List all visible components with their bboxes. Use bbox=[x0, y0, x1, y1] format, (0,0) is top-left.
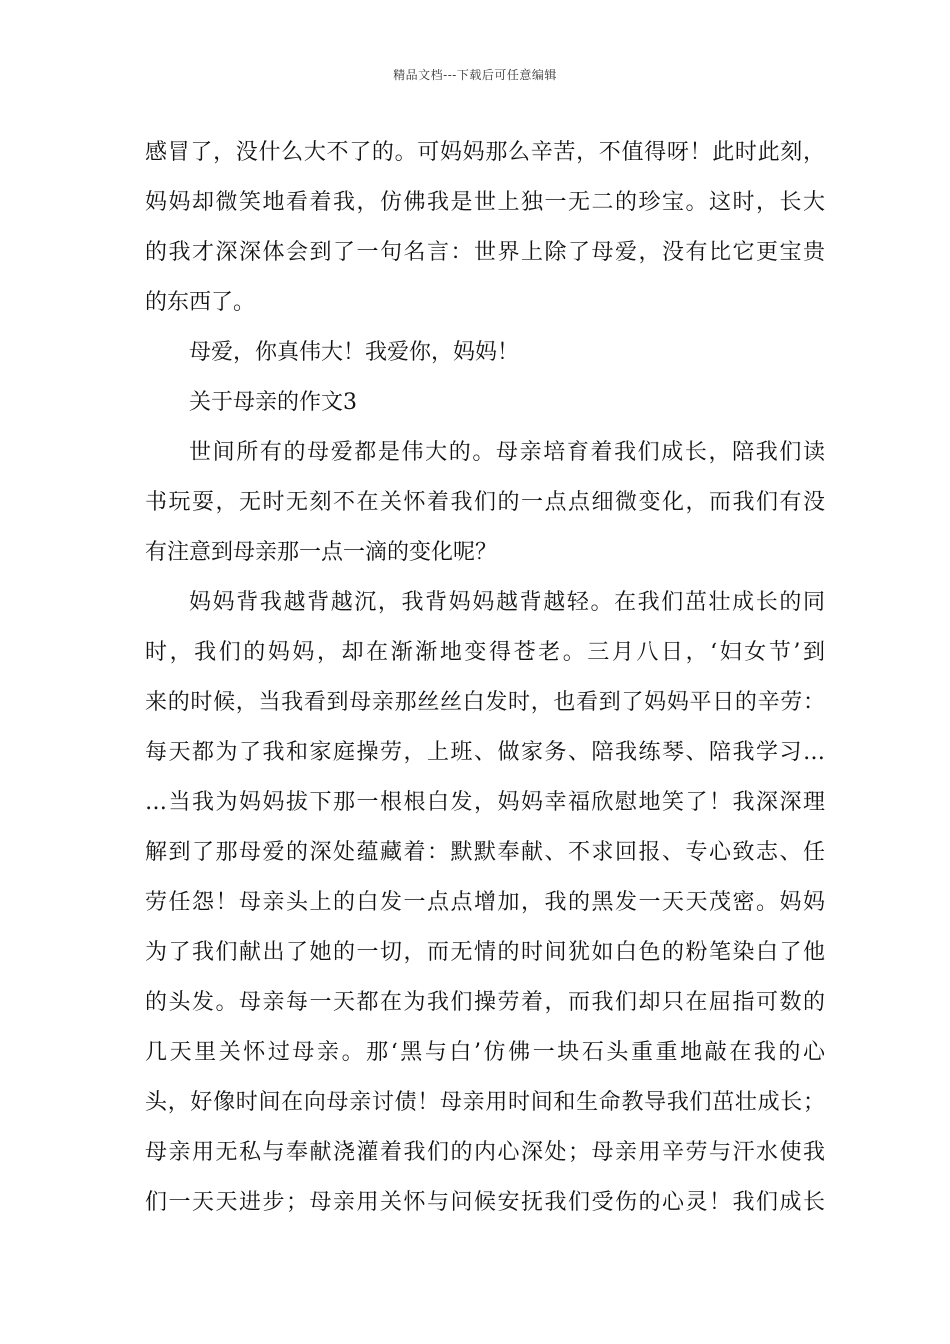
text-line: 的我才深深体会到了一句名言：世界上除了母爱，没有比它更宝贵 bbox=[145, 240, 825, 265]
text-line: 关于母亲的作文3 bbox=[189, 390, 357, 415]
text-line: 世间所有的母爱都是伟大的。母亲培育着我们成长，陪我们读 bbox=[189, 440, 825, 465]
document-body bbox=[145, 128, 825, 1228]
text-line: 解到了那母爱的深处蕴藏着：默默奉献、不求回报、专心致志、任 bbox=[145, 840, 825, 865]
text-line: 来的时候，当我看到母亲那丝丝白发时，也看到了妈妈平日的辛劳： bbox=[145, 690, 825, 715]
text-line: 劳任怨！母亲头上的白发一点点增加，我的黑发一天天茂密。妈妈 bbox=[145, 890, 825, 915]
text-line: 妈妈背我越背越沉，我背妈妈越背越轻。在我们茁壮成长的同 bbox=[189, 590, 825, 615]
text-line: 母爱，你真伟大！我爱你，妈妈！ bbox=[189, 340, 520, 365]
text-line: 感冒了，没什么大不了的。可妈妈那么辛苦，不值得呀！此时此刻， bbox=[145, 140, 825, 165]
text-line: 有注意到母亲那一点一滴的变化呢？ bbox=[145, 540, 498, 565]
text-line: 的头发。母亲每一天都在为我们操劳着，而我们却只在屈指可数的 bbox=[145, 990, 825, 1015]
text-line: 书玩耍，无时无刻不在关怀着我们的一点点细微变化，而我们有没 bbox=[145, 490, 825, 515]
text-line: 时，我们的妈妈，却在渐渐地变得苍老。三月八日，‘妇女节’到 bbox=[145, 640, 825, 665]
text-line: 每天都为了我和家庭操劳，上班、做家务、陪我练琴、陪我学习… bbox=[145, 740, 825, 765]
text-line: 妈妈却微笑地看着我，仿佛我是世上独一无二的珍宝。这时，长大 bbox=[145, 190, 825, 215]
text-line: 母亲用无私与奉献浇灌着我们的内心深处；母亲用辛劳与汗水使我 bbox=[145, 1140, 825, 1165]
text-line: 几天里关怀过母亲。那‘黑与白’仿佛一块石头重重地敲在我的心 bbox=[145, 1040, 825, 1065]
text-line: …当我为妈妈拔下那一根根白发，妈妈幸福欣慰地笑了！我深深理 bbox=[145, 790, 825, 815]
text-line: 的东西了。 bbox=[145, 290, 256, 315]
page-header: 精品文档---下载后可任意编辑 bbox=[393, 68, 557, 82]
text-line: 头，好像时间在向母亲讨债！母亲用时间和生命教导我们茁壮成长； bbox=[145, 1090, 825, 1115]
text-line: 为了我们献出了她的一切，而无情的时间犹如白色的粉笔染白了他 bbox=[145, 940, 825, 965]
text-line: 们一天天进步；母亲用关怀与问候安抚我们受伤的心灵！我们成长 bbox=[145, 1190, 825, 1215]
